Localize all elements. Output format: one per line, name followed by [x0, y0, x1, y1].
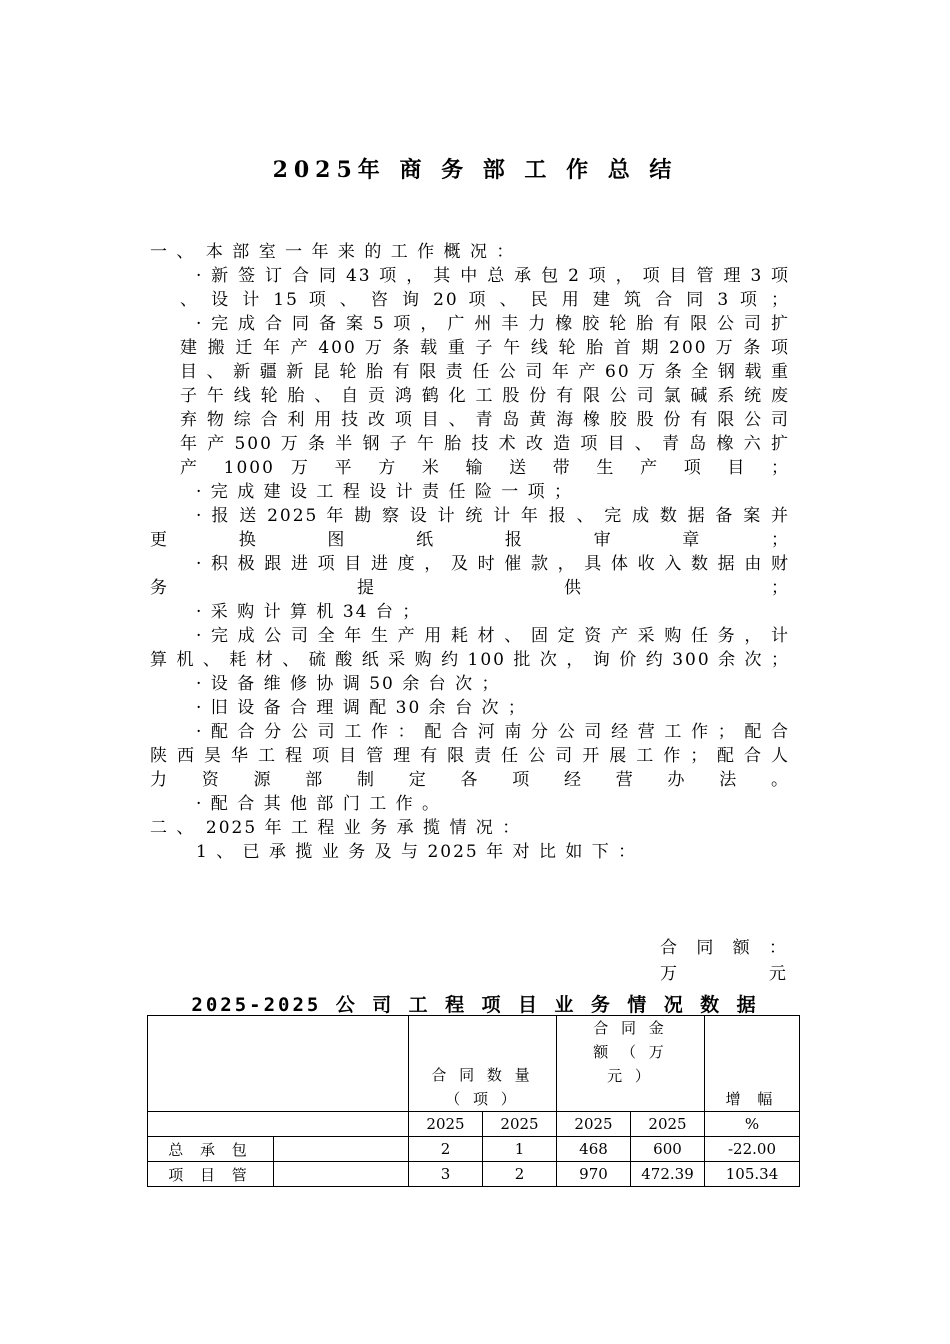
row-count-b: 1	[483, 1137, 557, 1162]
page-title: 2025年 商 务 部 工 作 总 结	[272, 157, 678, 183]
row-blank	[274, 1162, 409, 1187]
row-count-a: 2	[409, 1137, 483, 1162]
item-2: · 完 成 合 同 备 案 5 项 ， 广 州 丰 力 橡 胶 轮 胎 有 限 公 司 扩 建 搬 迁 年 产 400 万 条 载 重 子 午 线 轮 胎 首 期 200 万 条 项 目 、 新 疆 新 昆 轮 胎 有 限 责 任 公 司 年 产 60 万 条 全 钢 载 重 子 午 线 轮 胎 、 自 贡 鸿 鹤 化 工 股 份 有 限 公 司 氯 碱 系 统 废 弃 物 综 合 利 用 技 改 项 目 、 青 岛 黄 海 橡 胶 股 份 有 限 公 司 年 产 500 万 条 半 钢 子 午 胎 技 术 改 造 项 目 、 青 岛 橡 六 扩 产 1000 万 平 方 米 输 送 带 生 产 项 目 ；	[180, 314, 790, 478]
section-2-subheading: 1 、 已 承 揽 业 务 及 与 2025 年 对 比 如 下 ：	[196, 842, 638, 862]
year-amount-a: 2025	[557, 1112, 631, 1137]
item-4: · 报 送 2025 年 勘 察 设 计 统 计 年 报 、 完 成 数 据 备 案 并 更 换 图 纸 报 审 章 ；	[150, 506, 790, 550]
row-count-b: 2	[483, 1162, 557, 1187]
row-blank	[274, 1137, 409, 1162]
row-name: 总 承 包	[148, 1137, 274, 1162]
item-5: · 积 极 跟 进 项 目 进 度 ， 及 时 催 款 ， 具 体 收 入 数 据 由 财 务 提 供 ；	[150, 554, 790, 598]
section-2-heading: 二 、 2025 年 工 程 业 务 承 揽 情 况 ：	[150, 818, 522, 838]
item-9: · 旧 设 备 合 理 调 配 30 余 台 次 ；	[196, 698, 527, 718]
table-header-row	[148, 1016, 800, 1112]
header-blank-cell	[148, 1016, 409, 1112]
unit-note: 合 同 额 ： 万 元	[660, 938, 790, 984]
item-3: · 完 成 建 设 工 程 设 计 责 任 险 一 项 ；	[196, 482, 574, 502]
item-1: · 新 签 订 合 同 43 项 ， 其 中 总 承 包 2 项 ， 项 目 管 理 3 项 、 设 计 15 项 、 咨 询 20 项 、 民 用 建 筑 合 同 3 项 ；	[180, 266, 790, 310]
table-title: 2025-2025 公 司 工 程 项 目 业 务 情 况 数 据	[191, 994, 759, 1016]
table-year-row	[148, 1112, 800, 1137]
business-data-table	[147, 1015, 800, 1187]
row-growth: -22.00	[705, 1137, 800, 1162]
year-blank-cell	[148, 1112, 409, 1137]
document-body	[150, 240, 790, 864]
row-growth: 105.34	[705, 1162, 800, 1187]
row-count-a: 3	[409, 1162, 483, 1187]
row-amount-b: 472.39	[631, 1162, 705, 1187]
growth-unit: %	[705, 1112, 800, 1137]
year-amount-b: 2025	[631, 1112, 705, 1137]
item-10: · 配 合 分 公 司 工 作 ： 配 合 河 南 分 公 司 经 营 工 作 ； 配 合 陕 西 昊 华 工 程 项 目 管 理 有 限 责 任 公 司 开 展 工 作 ； 配 合 人 力 资 源 部 制 定 各 项 经 营 办 法 。	[150, 722, 790, 790]
section-1-heading: 一 、 本 部 室 一 年 来 的 工 作 概 况 ：	[150, 242, 516, 262]
row-amount-a: 970	[557, 1162, 631, 1187]
table-row	[148, 1137, 800, 1162]
item-11: · 配 合 其 他 部 门 工 作 。	[196, 794, 442, 814]
row-amount-a: 468	[557, 1137, 631, 1162]
year-count-b: 2025	[483, 1112, 557, 1137]
year-count-a: 2025	[409, 1112, 483, 1137]
row-amount-b: 600	[631, 1137, 705, 1162]
header-amount: 合 同 金 额 （ 万 元 ）	[557, 1016, 705, 1112]
header-count: 合 同 数 量 （ 项 ）	[409, 1016, 557, 1112]
item-6: · 采 购 计 算 机 34 台 ；	[196, 602, 422, 622]
row-name: 项 目 管	[148, 1162, 274, 1187]
item-7: · 完 成 公 司 全 年 生 产 用 耗 材 、 固 定 资 产 采 购 任 务 ， 计 算 机 、 耗 材 、 硫 酸 纸 采 购 约 100 批 次 ， 询 价 约 300 余 次 ；	[150, 626, 790, 670]
item-8: · 设 备 维 修 协 调 50 余 台 次 ；	[196, 674, 501, 694]
table-row	[148, 1162, 800, 1187]
header-growth: 增 幅	[705, 1016, 800, 1112]
